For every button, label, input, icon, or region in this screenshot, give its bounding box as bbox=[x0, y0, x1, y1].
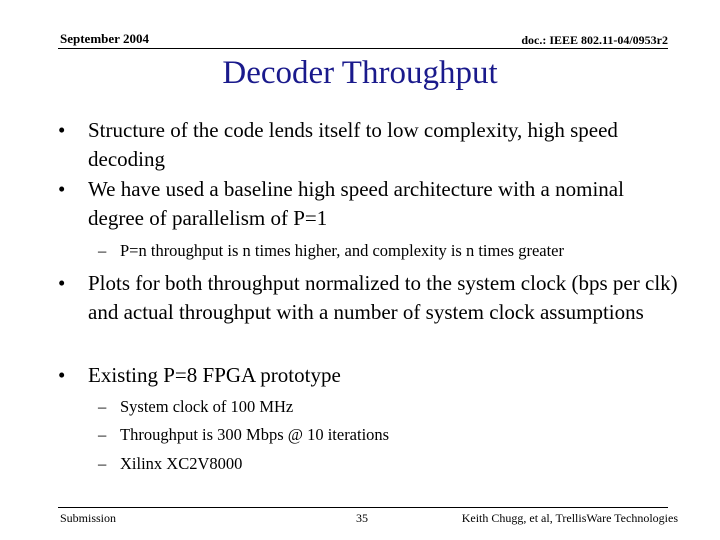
header-doc-id: doc.: IEEE 802.11-04/0953r2 bbox=[521, 33, 668, 47]
sub-bullet-4-1 bbox=[98, 396, 698, 418]
sub-bullet-1-1 bbox=[98, 240, 698, 262]
sub-bullet-4-2 bbox=[98, 424, 698, 446]
bullet-marker: • bbox=[58, 271, 66, 295]
sub-bullet-text: Throughput is 300 Mbps @ 10 iterations bbox=[120, 425, 390, 444]
slide-title: Decoder Throughput bbox=[222, 55, 498, 91]
sub-bullet-marker: – bbox=[98, 241, 107, 260]
header-date: September 2004 bbox=[60, 31, 149, 46]
sub-bullet-text: P=n throughput is n times higher, and complexity is n times greater bbox=[120, 241, 564, 260]
bullet-text: Plots for both throughput normalized to the system clock (bps per clk) and actual throughput with a number of system clock assumptions bbox=[88, 271, 678, 324]
bullet-text: Existing P=8 FPGA prototype bbox=[88, 363, 341, 387]
footer-rule bbox=[58, 507, 668, 508]
sub-bullet-4-3 bbox=[98, 453, 698, 475]
bullet-text: We have used a baseline high speed architecture with a nominal degree of parallelism of P=1 bbox=[88, 177, 624, 230]
bullet-marker: • bbox=[58, 363, 66, 387]
sub-bullet-text: System clock of 100 MHz bbox=[120, 397, 294, 416]
sub-bullet-marker: – bbox=[98, 397, 107, 416]
footer-author: Keith Chugg, et al, TrellisWare Technologies bbox=[461, 511, 678, 525]
bullet-1 bbox=[58, 116, 678, 174]
bullet-marker: • bbox=[58, 177, 66, 201]
bullet-text: Structure of the code lends itself to low complexity, high speed decoding bbox=[88, 118, 618, 171]
sub-bullet-marker: – bbox=[98, 425, 107, 444]
footer-page-number: 35 bbox=[356, 511, 368, 525]
bullet-4 bbox=[58, 361, 678, 390]
header-rule bbox=[58, 48, 668, 49]
sub-bullet-marker: – bbox=[98, 454, 107, 473]
footer-submission: Submission bbox=[60, 511, 117, 525]
bullet-2 bbox=[58, 175, 678, 233]
bullet-3 bbox=[58, 269, 678, 327]
bullet-marker: • bbox=[58, 118, 66, 142]
sub-bullet-text: Xilinx XC2V8000 bbox=[120, 454, 243, 473]
